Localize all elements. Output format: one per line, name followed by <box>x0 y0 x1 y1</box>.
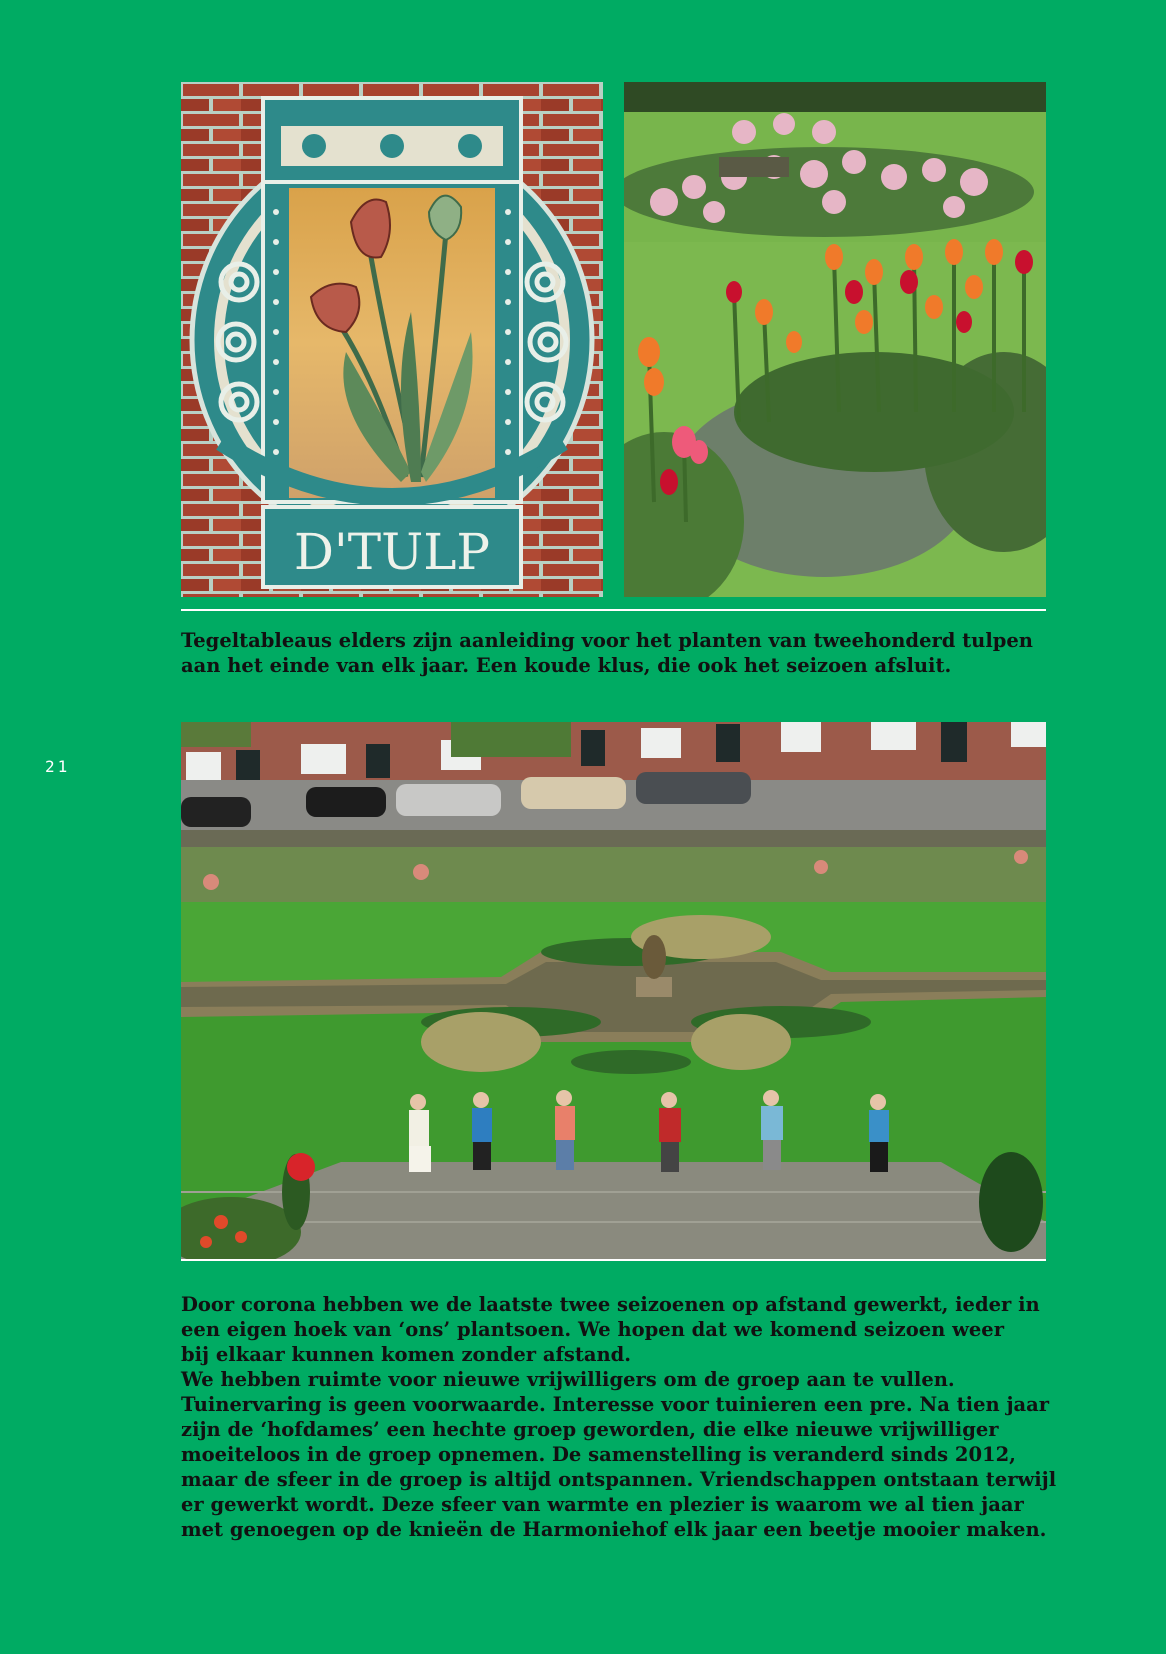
body-line: zijn de ‘hofdames’ een hechte groep geworden, die elke nieuwe vrijwilliger <box>181 1418 999 1441</box>
caption-line: Tegeltableaus elders zijn aanleiding voor het planten van tweehonderd tulpen <box>181 629 1033 652</box>
body-line: Door corona hebben we de laatste twee seizoenen op afstand gewerkt, ieder in <box>181 1293 1040 1316</box>
body-line: er gewerkt wordt. Deze sfeer van warmte en plezier is waarom we al tien jaar <box>181 1493 1024 1516</box>
tulips-garden-photo <box>624 82 1046 597</box>
body-line: met genoegen op de knieën de Harmoniehof elk jaar een beetje mooier maken. <box>181 1518 1047 1541</box>
tile-tableau-photo <box>181 82 603 597</box>
plaque-text: D'TULP <box>293 523 491 581</box>
body-line: moeiteloos in de groep opnemen. De samenstelling is veranderd sinds 2012, <box>181 1443 1016 1466</box>
body-line: een eigen hoek van ‘ons’ plantsoen. We hopen dat we komend seizoen weer <box>181 1318 1004 1341</box>
body-line: Tuinervaring is geen voorwaarde. Interesse voor tuinieren een pre. Na tien jaar <box>181 1393 1050 1416</box>
body-line: bij elkaar kunnen komen zonder afstand. <box>181 1343 632 1366</box>
garden-volunteers-photo <box>181 722 1046 1260</box>
body-text <box>181 1292 1061 1542</box>
caption-line: aan het einde van elk jaar. Een koude klus, die ook het seizoen afsluit. <box>181 654 952 677</box>
photo-caption <box>181 628 1061 678</box>
page-number: 21 <box>45 757 71 776</box>
body-rule <box>181 1259 1046 1261</box>
body-line: We hebben ruimte voor nieuwe vrijwilligers om de groep aan te vullen. <box>181 1368 955 1391</box>
caption-rule-top <box>181 609 1046 611</box>
body-line: maar de sfeer in de groep is altijd ontspannen. Vriendschappen ontstaan terwijl <box>181 1468 1057 1491</box>
